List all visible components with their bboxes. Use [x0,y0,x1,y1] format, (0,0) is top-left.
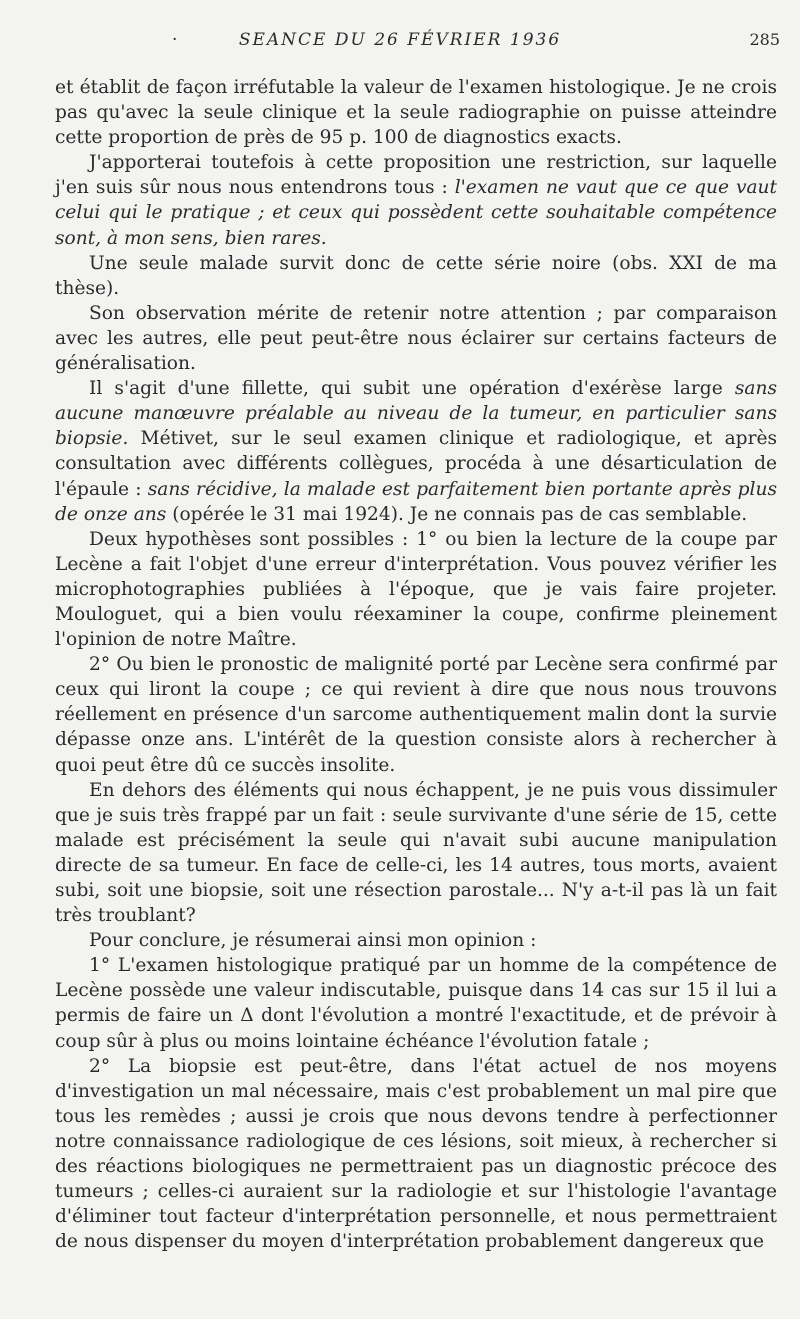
paragraph-5-italic-b: sans aucune manœuvre préalable au niveau de la tumeur, en particulier sans biopsie. [55,378,777,450]
paragraph-5 [55,376,777,527]
header-title: SEANCE DU 26 FÉVRIER 1936 [238,30,562,50]
paragraph-10: 1° L'examen histologique pratiqué par un homme de la compétence de Lecène possède une valeur indiscutable, puisque dans 14 cas sur 15 il lui a permis de faire un Δ dont l'évolution a montré l'exactitude, et de prévoir à coup sûr à plus ou moins lointaine échéance l'évolution fatale ; [55,955,777,1052]
paragraph-9: Pour conclure, je résumerai ainsi mon opinion : [89,930,537,952]
paragraph-8: En dehors des éléments qui nous échappent, je ne puis vous dissimuler que je suis très frappé par un fait : seule survivante d'une série de 15, cette malade est précisément la seule qui n'avait subi aucune manipulation directe de sa tumeur. En face de celle-ci, les 14 autres, tous morts, avaient subi, soit une biopsie, soit une résection parostale... N'y a-t-il pas là un fait très troublant? [55,779,777,927]
paragraph-2-italic: l'examen ne vaut que ce que vaut celui qui le pratique ; et ceux qui possèdent cette souhaitable compétence sont, à mon sens, bien rares. [55,177,777,249]
paragraph-2-text: J'apporterai toutefois à cette proposition une restriction, sur laquelle j'en suis sûr nous nous entendrons tous : [55,152,777,199]
paragraph-4: Son observation mérite de retenir notre attention ; par comparaison avec les autres, elle peut peut-être nous éclairer sur certains facteurs de généralisation. [55,302,777,375]
paragraph-5-italic-d: sans récidive, la malade est parfaitement bien portante après plus de onze ans [55,478,777,525]
header-dot: · [172,30,180,50]
running-header [0,30,800,54]
paragraph-5-text-a: Il s'agit d'une fillette, qui subit une opération d'exérèse large [89,378,735,400]
paragraph-2 [55,150,777,250]
paragraph-1: et établit de façon irréfutable la valeur de l'examen histologique. Je ne crois pas qu'avec la seule clinique et la seule radiographie on puisse atteindre cette proportion de près de 95 p. 100 de diagnostics exacts. [55,77,777,149]
paragraph-6: Deux hypothèses sont possibles : 1° ou bien la lecture de la coupe par Lecène a fait l'objet d'une erreur d'interprétation. Vous pouvez vérifier les microphotographies publiées à l'époque, que je vais faire projeter. Mouloguet, qui a bien voulu réexaminer la coupe, confirme pleinement l'opinion de notre Maître. [55,528,777,651]
paragraph-5-text-c: Métivet, sur le seul examen clinique et radiologique, et après consultation avec différents collègues, procéda à une désarticulation de l'épaule : [55,428,777,500]
paragraph-7: 2° Ou bien le pronostic de malignité porté par Lecène sera confirmé par ceux qui liront la coupe ; ce qui revient à dire que nous nous trouvons réellement en présence d'un sarcome authentiquement malin dont la survie dépasse onze ans. L'intérêt de la question consiste alors à rechercher à quoi peut être dû ce succès insolite. [55,654,777,776]
paragraph-5-text-e: (opérée le 31 mai 1924). Je ne connais pas de cas semblable. [166,503,748,525]
body-text [55,75,777,1254]
page-number: 285 [749,30,780,49]
paragraph-3: Une seule malade survit donc de cette série noire (obs. XXI de ma thèse). [55,252,777,299]
paragraph-11: 2° La biopsie est peut-être, dans l'état actuel de nos moyens d'investigation un mal nécessaire, mais c'est probablement un mal pire que tous les remèdes ; aussi je crois que nous devons tendre à perfectionner notre connaissance radiologique de ces lésions, soit mieux, à rechercher si des réactions biologiques ne permettraient pas un diagnostic précoce des tumeurs ; celles-ci auraient sur la radiologie et sur l'histologie l'avantage d'éliminer tout facteur d'interprétation personnelle, et nous permettraient de nous dispenser du moyen d'interprétation probablement dangereux que [55,1055,777,1253]
